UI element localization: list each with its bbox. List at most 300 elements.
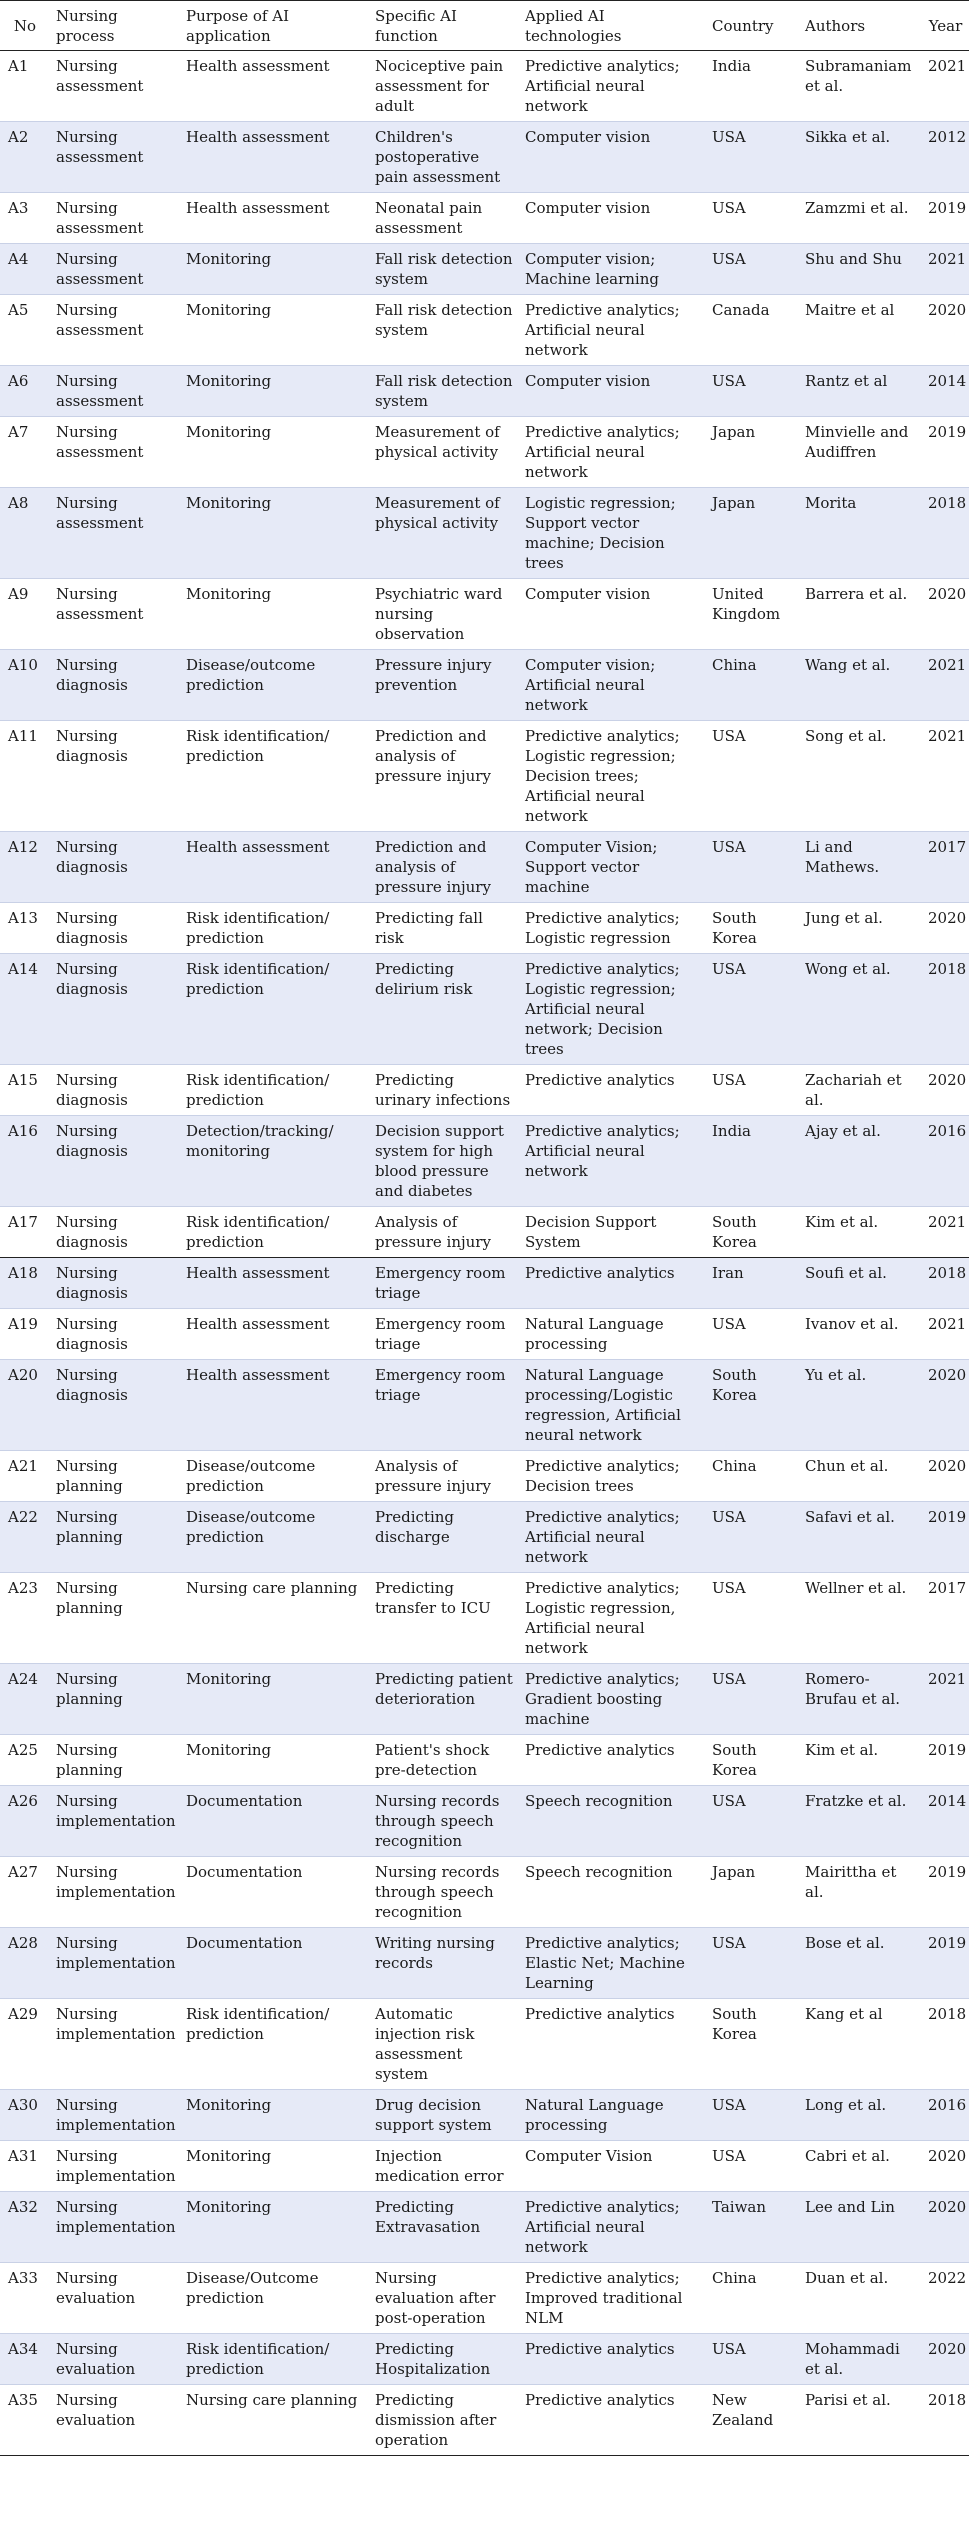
cell-authors: Morita bbox=[799, 488, 922, 579]
cell-authors: Zachariah et al. bbox=[799, 1065, 922, 1116]
cell-technologies: Natural Language processing/Logistic regression, Artificial neural network bbox=[519, 1360, 706, 1451]
cell-purpose: Monitoring bbox=[180, 579, 369, 650]
cell-function: Predicting dismission after operation bbox=[369, 2385, 519, 2456]
cell-technologies: Predictive analytics bbox=[519, 1735, 706, 1786]
cell-technologies: Predictive analytics; Artificial neural network bbox=[519, 295, 706, 366]
cell-country: USA bbox=[706, 2090, 799, 2141]
cell-function: Predicting delirium risk bbox=[369, 954, 519, 1065]
cell-year: 2012 bbox=[922, 122, 969, 193]
cell-nursing-process: Nursing assessment bbox=[50, 366, 180, 417]
cell-function: Emergency room triage bbox=[369, 1360, 519, 1451]
cell-year: 2020 bbox=[922, 1451, 969, 1502]
cell-country: USA bbox=[706, 721, 799, 832]
cell-year: 2019 bbox=[922, 193, 969, 244]
cell-year: 2018 bbox=[922, 2385, 969, 2456]
cell-technologies: Computer vision bbox=[519, 193, 706, 244]
cell-no: A23 bbox=[0, 1573, 50, 1664]
cell-technologies: Computer vision bbox=[519, 579, 706, 650]
cell-nursing-process: Nursing diagnosis bbox=[50, 832, 180, 903]
cell-function: Predicting patient deterioration bbox=[369, 1664, 519, 1735]
cell-technologies: Predictive analytics; Elastic Net; Machine Learning bbox=[519, 1928, 706, 1999]
cell-year: 2021 bbox=[922, 1309, 969, 1360]
cell-authors: Wang et al. bbox=[799, 650, 922, 721]
header-authors: Authors bbox=[799, 1, 922, 51]
cell-authors: Ajay et al. bbox=[799, 1116, 922, 1207]
cell-function: Fall risk detection system bbox=[369, 244, 519, 295]
cell-nursing-process: Nursing assessment bbox=[50, 122, 180, 193]
cell-purpose: Monitoring bbox=[180, 2141, 369, 2192]
header-nursing-process: Nursing process bbox=[50, 1, 180, 51]
cell-nursing-process: Nursing diagnosis bbox=[50, 721, 180, 832]
cell-technologies: Computer vision; Artificial neural network bbox=[519, 650, 706, 721]
cell-nursing-process: Nursing assessment bbox=[50, 51, 180, 122]
table-row bbox=[0, 1309, 969, 1360]
cell-no: A25 bbox=[0, 1735, 50, 1786]
cell-nursing-process: Nursing planning bbox=[50, 1502, 180, 1573]
table-row bbox=[0, 954, 969, 1065]
cell-year: 2018 bbox=[922, 954, 969, 1065]
cell-nursing-process: Nursing planning bbox=[50, 1451, 180, 1502]
cell-authors: Mairittha et al. bbox=[799, 1857, 922, 1928]
cell-nursing-process: Nursing diagnosis bbox=[50, 1360, 180, 1451]
cell-no: A15 bbox=[0, 1065, 50, 1116]
cell-authors: Kim et al. bbox=[799, 1735, 922, 1786]
cell-authors: Wong et al. bbox=[799, 954, 922, 1065]
cell-function: Injection medication error bbox=[369, 2141, 519, 2192]
cell-purpose: Monitoring bbox=[180, 244, 369, 295]
cell-technologies: Logistic regression; Support vector machine; Decision trees bbox=[519, 488, 706, 579]
cell-authors: Duan et al. bbox=[799, 2263, 922, 2334]
cell-nursing-process: Nursing diagnosis bbox=[50, 1207, 180, 1258]
cell-no: A7 bbox=[0, 417, 50, 488]
cell-technologies: Computer vision bbox=[519, 366, 706, 417]
cell-year: 2021 bbox=[922, 721, 969, 832]
cell-nursing-process: Nursing diagnosis bbox=[50, 954, 180, 1065]
table-row bbox=[0, 1065, 969, 1116]
cell-country: South Korea bbox=[706, 903, 799, 954]
cell-technologies: Predictive analytics; Decision trees bbox=[519, 1451, 706, 1502]
cell-function: Prediction and analysis of pressure injury bbox=[369, 721, 519, 832]
table-row bbox=[0, 1664, 969, 1735]
table-row bbox=[0, 488, 969, 579]
cell-technologies: Natural Language processing bbox=[519, 1309, 706, 1360]
cell-year: 2019 bbox=[922, 1928, 969, 1999]
cell-country: Taiwan bbox=[706, 2192, 799, 2263]
table-row bbox=[0, 193, 969, 244]
cell-year: 2020 bbox=[922, 295, 969, 366]
cell-authors: Long et al. bbox=[799, 2090, 922, 2141]
cell-function: Pressure injury prevention bbox=[369, 650, 519, 721]
cell-purpose: Monitoring bbox=[180, 1664, 369, 1735]
cell-year: 2020 bbox=[922, 1360, 969, 1451]
cell-nursing-process: Nursing diagnosis bbox=[50, 1258, 180, 1309]
cell-nursing-process: Nursing implementation bbox=[50, 2090, 180, 2141]
cell-function: Fall risk detection system bbox=[369, 295, 519, 366]
table-row bbox=[0, 244, 969, 295]
cell-authors: Chun et al. bbox=[799, 1451, 922, 1502]
cell-purpose: Health assessment bbox=[180, 1309, 369, 1360]
cell-authors: Romero-Brufau et al. bbox=[799, 1664, 922, 1735]
cell-authors: Ivanov et al. bbox=[799, 1309, 922, 1360]
cell-authors: Kim et al. bbox=[799, 1207, 922, 1258]
table-row bbox=[0, 579, 969, 650]
cell-authors: Jung et al. bbox=[799, 903, 922, 954]
cell-function: Predicting discharge bbox=[369, 1502, 519, 1573]
table-row bbox=[0, 2263, 969, 2334]
cell-nursing-process: Nursing evaluation bbox=[50, 2385, 180, 2456]
cell-year: 2020 bbox=[922, 903, 969, 954]
cell-no: A18 bbox=[0, 1258, 50, 1309]
cell-country: USA bbox=[706, 1065, 799, 1116]
cell-nursing-process: Nursing planning bbox=[50, 1735, 180, 1786]
cell-technologies: Predictive analytics; Logistic regression; Artificial neural network; Decision trees bbox=[519, 954, 706, 1065]
cell-country: Iran bbox=[706, 1258, 799, 1309]
cell-no: A12 bbox=[0, 832, 50, 903]
cell-year: 2019 bbox=[922, 1502, 969, 1573]
header-function: Specific AI function bbox=[369, 1, 519, 51]
cell-nursing-process: Nursing diagnosis bbox=[50, 1065, 180, 1116]
cell-purpose: Documentation bbox=[180, 1928, 369, 1999]
cell-nursing-process: Nursing planning bbox=[50, 1573, 180, 1664]
cell-country: USA bbox=[706, 2334, 799, 2385]
cell-nursing-process: Nursing assessment bbox=[50, 244, 180, 295]
cell-country: United Kingdom bbox=[706, 579, 799, 650]
cell-technologies: Decision Support System bbox=[519, 1207, 706, 1258]
header-no: No bbox=[0, 1, 50, 51]
cell-purpose: Documentation bbox=[180, 1857, 369, 1928]
cell-nursing-process: Nursing implementation bbox=[50, 2192, 180, 2263]
cell-year: 2018 bbox=[922, 1258, 969, 1309]
table-row bbox=[0, 903, 969, 954]
cell-no: A14 bbox=[0, 954, 50, 1065]
cell-purpose: Risk identification/ prediction bbox=[180, 1999, 369, 2090]
cell-purpose: Detection/tracking/ monitoring bbox=[180, 1116, 369, 1207]
cell-country: USA bbox=[706, 122, 799, 193]
cell-purpose: Health assessment bbox=[180, 193, 369, 244]
cell-technologies: Predictive analytics; Logistic regression, Artificial neural network bbox=[519, 1573, 706, 1664]
cell-year: 2014 bbox=[922, 366, 969, 417]
table-row bbox=[0, 417, 969, 488]
cell-technologies: Computer Vision bbox=[519, 2141, 706, 2192]
cell-nursing-process: Nursing assessment bbox=[50, 193, 180, 244]
table-row bbox=[0, 2334, 969, 2385]
cell-year: 2016 bbox=[922, 2090, 969, 2141]
cell-purpose: Monitoring bbox=[180, 2090, 369, 2141]
cell-nursing-process: Nursing diagnosis bbox=[50, 1309, 180, 1360]
cell-function: Analysis of pressure injury bbox=[369, 1451, 519, 1502]
cell-no: A2 bbox=[0, 122, 50, 193]
cell-no: A9 bbox=[0, 579, 50, 650]
cell-nursing-process: Nursing diagnosis bbox=[50, 650, 180, 721]
table-row bbox=[0, 1735, 969, 1786]
cell-function: Nociceptive pain assessment for adult bbox=[369, 51, 519, 122]
cell-function: Predicting fall risk bbox=[369, 903, 519, 954]
cell-year: 2019 bbox=[922, 417, 969, 488]
cell-technologies: Computer Vision; Support vector machine bbox=[519, 832, 706, 903]
cell-technologies: Predictive analytics; Logistic regression; Decision trees; Artificial neural network bbox=[519, 721, 706, 832]
table-row bbox=[0, 1258, 969, 1309]
cell-no: A30 bbox=[0, 2090, 50, 2141]
cell-technologies: Predictive analytics; Artificial neural network bbox=[519, 51, 706, 122]
cell-year: 2020 bbox=[922, 579, 969, 650]
cell-function: Prediction and analysis of pressure injury bbox=[369, 832, 519, 903]
cell-country: USA bbox=[706, 832, 799, 903]
cell-no: A19 bbox=[0, 1309, 50, 1360]
cell-authors: Mohammadi et al. bbox=[799, 2334, 922, 2385]
cell-technologies: Predictive analytics; Artificial neural network bbox=[519, 2192, 706, 2263]
cell-purpose: Monitoring bbox=[180, 2192, 369, 2263]
cell-country: South Korea bbox=[706, 1735, 799, 1786]
cell-nursing-process: Nursing assessment bbox=[50, 417, 180, 488]
table-body bbox=[0, 51, 969, 2456]
table-row bbox=[0, 832, 969, 903]
cell-purpose: Disease/outcome prediction bbox=[180, 650, 369, 721]
cell-no: A22 bbox=[0, 1502, 50, 1573]
cell-country: China bbox=[706, 2263, 799, 2334]
cell-year: 2014 bbox=[922, 1786, 969, 1857]
cell-authors: Bose et al. bbox=[799, 1928, 922, 1999]
cell-no: A5 bbox=[0, 295, 50, 366]
cell-authors: Maitre et al bbox=[799, 295, 922, 366]
cell-authors: Lee and Lin bbox=[799, 2192, 922, 2263]
cell-no: A11 bbox=[0, 721, 50, 832]
cell-country: India bbox=[706, 1116, 799, 1207]
cell-function: Predicting transfer to ICU bbox=[369, 1573, 519, 1664]
cell-purpose: Health assessment bbox=[180, 1360, 369, 1451]
cell-nursing-process: Nursing planning bbox=[50, 1664, 180, 1735]
cell-purpose: Disease/Outcome prediction bbox=[180, 2263, 369, 2334]
cell-country: Japan bbox=[706, 417, 799, 488]
table-row bbox=[0, 366, 969, 417]
cell-technologies: Computer vision bbox=[519, 122, 706, 193]
cell-technologies: Predictive analytics bbox=[519, 2385, 706, 2456]
cell-nursing-process: Nursing implementation bbox=[50, 1999, 180, 2090]
cell-technologies: Speech recognition bbox=[519, 1786, 706, 1857]
cell-purpose: Documentation bbox=[180, 1786, 369, 1857]
cell-year: 2019 bbox=[922, 1735, 969, 1786]
cell-function: Emergency room triage bbox=[369, 1258, 519, 1309]
cell-no: A33 bbox=[0, 2263, 50, 2334]
cell-country: USA bbox=[706, 954, 799, 1065]
cell-no: A3 bbox=[0, 193, 50, 244]
cell-authors: Kang et al bbox=[799, 1999, 922, 2090]
cell-country: Japan bbox=[706, 1857, 799, 1928]
cell-authors: Wellner et al. bbox=[799, 1573, 922, 1664]
cell-function: Children's postoperative pain assessment bbox=[369, 122, 519, 193]
cell-purpose: Risk identification/ prediction bbox=[180, 903, 369, 954]
cell-function: Automatic injection risk assessment system bbox=[369, 1999, 519, 2090]
cell-nursing-process: Nursing evaluation bbox=[50, 2334, 180, 2385]
cell-purpose: Risk identification/ prediction bbox=[180, 1065, 369, 1116]
cell-authors: Yu et al. bbox=[799, 1360, 922, 1451]
table-row bbox=[0, 1360, 969, 1451]
cell-function: Measurement of physical activity bbox=[369, 417, 519, 488]
table-row bbox=[0, 295, 969, 366]
cell-function: Predicting Hospitalization bbox=[369, 2334, 519, 2385]
cell-year: 2021 bbox=[922, 1207, 969, 1258]
cell-purpose: Monitoring bbox=[180, 295, 369, 366]
cell-function: Nursing records through speech recognition bbox=[369, 1857, 519, 1928]
cell-no: A32 bbox=[0, 2192, 50, 2263]
cell-function: Emergency room triage bbox=[369, 1309, 519, 1360]
cell-function: Decision support system for high blood pressure and diabetes bbox=[369, 1116, 519, 1207]
cell-year: 2021 bbox=[922, 51, 969, 122]
cell-no: A1 bbox=[0, 51, 50, 122]
cell-year: 2021 bbox=[922, 1664, 969, 1735]
cell-country: New Zealand bbox=[706, 2385, 799, 2456]
cell-function: Patient's shock pre-detection bbox=[369, 1735, 519, 1786]
cell-nursing-process: Nursing assessment bbox=[50, 295, 180, 366]
cell-nursing-process: Nursing implementation bbox=[50, 1786, 180, 1857]
cell-nursing-process: Nursing implementation bbox=[50, 2141, 180, 2192]
cell-country: USA bbox=[706, 1309, 799, 1360]
table-header bbox=[0, 1, 969, 51]
cell-country: USA bbox=[706, 1573, 799, 1664]
cell-function: Predicting Extravasation bbox=[369, 2192, 519, 2263]
cell-country: Japan bbox=[706, 488, 799, 579]
cell-no: A27 bbox=[0, 1857, 50, 1928]
cell-no: A13 bbox=[0, 903, 50, 954]
table-row bbox=[0, 1857, 969, 1928]
cell-no: A6 bbox=[0, 366, 50, 417]
cell-no: A28 bbox=[0, 1928, 50, 1999]
table-row bbox=[0, 1999, 969, 2090]
table-row bbox=[0, 1116, 969, 1207]
cell-nursing-process: Nursing assessment bbox=[50, 579, 180, 650]
cell-purpose: Risk identification/ prediction bbox=[180, 1207, 369, 1258]
cell-technologies: Speech recognition bbox=[519, 1857, 706, 1928]
cell-authors: Subramaniam et al. bbox=[799, 51, 922, 122]
table-row bbox=[0, 2090, 969, 2141]
cell-country: USA bbox=[706, 2141, 799, 2192]
cell-year: 2018 bbox=[922, 1999, 969, 2090]
cell-function: Writing nursing records bbox=[369, 1928, 519, 1999]
cell-no: A4 bbox=[0, 244, 50, 295]
cell-no: A17 bbox=[0, 1207, 50, 1258]
table-row bbox=[0, 1451, 969, 1502]
cell-authors: Sikka et al. bbox=[799, 122, 922, 193]
cell-purpose: Disease/outcome prediction bbox=[180, 1451, 369, 1502]
cell-function: Predicting urinary infections bbox=[369, 1065, 519, 1116]
cell-no: A16 bbox=[0, 1116, 50, 1207]
cell-country: USA bbox=[706, 1502, 799, 1573]
cell-year: 2018 bbox=[922, 488, 969, 579]
cell-country: USA bbox=[706, 1664, 799, 1735]
cell-year: 2019 bbox=[922, 1857, 969, 1928]
cell-year: 2020 bbox=[922, 1065, 969, 1116]
cell-authors: Barrera et al. bbox=[799, 579, 922, 650]
table-row bbox=[0, 2141, 969, 2192]
cell-function: Analysis of pressure injury bbox=[369, 1207, 519, 1258]
cell-country: USA bbox=[706, 1928, 799, 1999]
cell-authors: Safavi et al. bbox=[799, 1502, 922, 1573]
cell-country: USA bbox=[706, 366, 799, 417]
cell-nursing-process: Nursing diagnosis bbox=[50, 903, 180, 954]
cell-country: Canada bbox=[706, 295, 799, 366]
table-row bbox=[0, 2192, 969, 2263]
cell-authors: Zamzmi et al. bbox=[799, 193, 922, 244]
cell-no: A10 bbox=[0, 650, 50, 721]
header-row bbox=[0, 1, 969, 51]
cell-authors: Rantz et al bbox=[799, 366, 922, 417]
cell-country: South Korea bbox=[706, 1999, 799, 2090]
cell-authors: Li and Mathews. bbox=[799, 832, 922, 903]
cell-function: Measurement of physical activity bbox=[369, 488, 519, 579]
cell-year: 2017 bbox=[922, 1573, 969, 1664]
cell-technologies: Predictive analytics; Gradient boosting machine bbox=[519, 1664, 706, 1735]
cell-country: China bbox=[706, 650, 799, 721]
table-row bbox=[0, 650, 969, 721]
cell-nursing-process: Nursing diagnosis bbox=[50, 1116, 180, 1207]
cell-year: 2017 bbox=[922, 832, 969, 903]
cell-year: 2020 bbox=[922, 2334, 969, 2385]
header-purpose: Purpose of AI application bbox=[180, 1, 369, 51]
cell-function: Psychiatric ward nursing observation bbox=[369, 579, 519, 650]
cell-authors: Minvielle and Audiffren bbox=[799, 417, 922, 488]
cell-function: Nursing records through speech recognition bbox=[369, 1786, 519, 1857]
cell-country: China bbox=[706, 1451, 799, 1502]
cell-no: A24 bbox=[0, 1664, 50, 1735]
cell-authors: Song et al. bbox=[799, 721, 922, 832]
cell-authors: Fratzke et al. bbox=[799, 1786, 922, 1857]
header-country: Country bbox=[706, 1, 799, 51]
cell-country: USA bbox=[706, 244, 799, 295]
cell-technologies: Predictive analytics; Artificial neural network bbox=[519, 1502, 706, 1573]
cell-country: USA bbox=[706, 1786, 799, 1857]
cell-authors: Cabri et al. bbox=[799, 2141, 922, 2192]
cell-technologies: Computer vision; Machine learning bbox=[519, 244, 706, 295]
cell-technologies: Predictive analytics bbox=[519, 2334, 706, 2385]
table-row bbox=[0, 2385, 969, 2456]
header-technologies: Applied AI technologies bbox=[519, 1, 706, 51]
cell-technologies: Predictive analytics bbox=[519, 1999, 706, 2090]
cell-purpose: Nursing care planning bbox=[180, 1573, 369, 1664]
cell-no: A20 bbox=[0, 1360, 50, 1451]
table-row bbox=[0, 122, 969, 193]
table-row bbox=[0, 1573, 969, 1664]
cell-technologies: Predictive analytics; Artificial neural network bbox=[519, 417, 706, 488]
cell-purpose: Health assessment bbox=[180, 1258, 369, 1309]
cell-purpose: Monitoring bbox=[180, 366, 369, 417]
cell-nursing-process: Nursing implementation bbox=[50, 1857, 180, 1928]
table-row bbox=[0, 721, 969, 832]
cell-no: A31 bbox=[0, 2141, 50, 2192]
cell-technologies: Predictive analytics; Logistic regression bbox=[519, 903, 706, 954]
cell-function: Fall risk detection system bbox=[369, 366, 519, 417]
cell-country: South Korea bbox=[706, 1207, 799, 1258]
cell-nursing-process: Nursing evaluation bbox=[50, 2263, 180, 2334]
cell-authors: Soufi et al. bbox=[799, 1258, 922, 1309]
cell-no: A34 bbox=[0, 2334, 50, 2385]
cell-purpose: Risk identification/ prediction bbox=[180, 721, 369, 832]
table-row bbox=[0, 1786, 969, 1857]
cell-purpose: Monitoring bbox=[180, 488, 369, 579]
cell-no: A8 bbox=[0, 488, 50, 579]
cell-no: A21 bbox=[0, 1451, 50, 1502]
cell-year: 2021 bbox=[922, 244, 969, 295]
cell-year: 2022 bbox=[922, 2263, 969, 2334]
table-row bbox=[0, 51, 969, 122]
cell-no: A35 bbox=[0, 2385, 50, 2456]
cell-authors: Shu and Shu bbox=[799, 244, 922, 295]
cell-function: Drug decision support system bbox=[369, 2090, 519, 2141]
cell-purpose: Health assessment bbox=[180, 832, 369, 903]
table-row bbox=[0, 1207, 969, 1258]
cell-technologies: Predictive analytics; Artificial neural network bbox=[519, 1116, 706, 1207]
cell-purpose: Health assessment bbox=[180, 122, 369, 193]
cell-country: India bbox=[706, 51, 799, 122]
cell-purpose: Nursing care planning bbox=[180, 2385, 369, 2456]
